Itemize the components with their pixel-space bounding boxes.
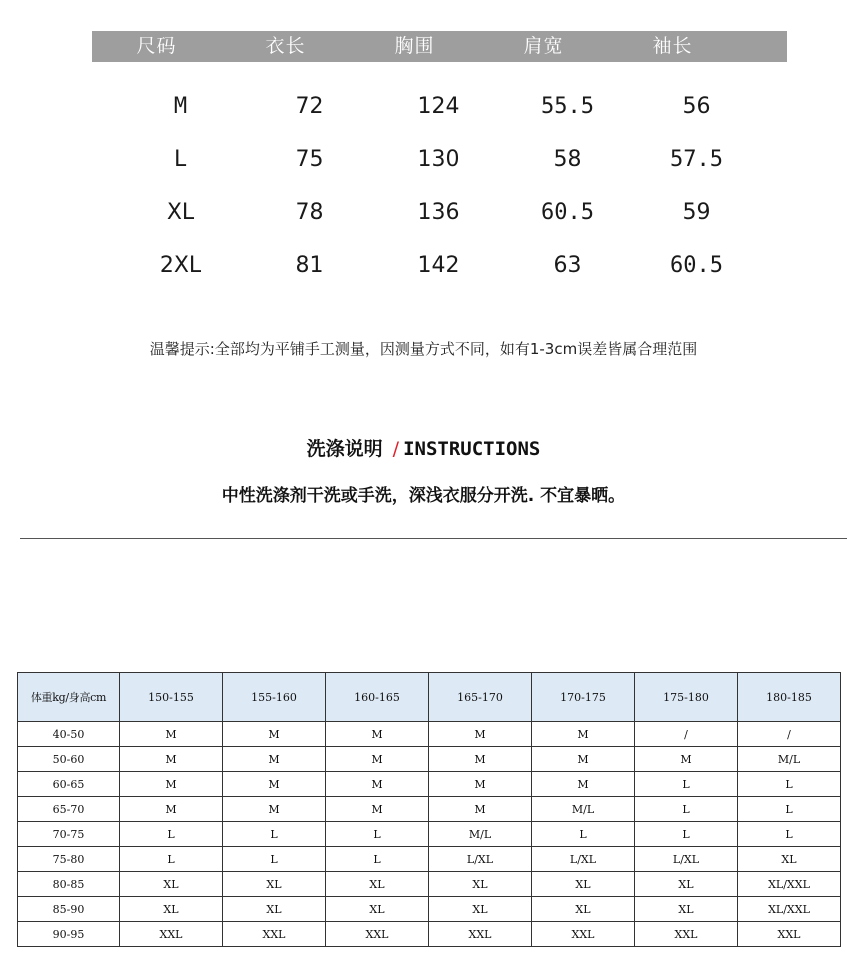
washing-title-cn: 洗涤说明 (306, 438, 383, 460)
grid-size-cell: XL (532, 872, 635, 897)
grid-size-cell: M (120, 747, 223, 772)
grid-size-cell: XL (223, 872, 326, 897)
grid-size-cell: M (635, 747, 738, 772)
grid-size-cell: M (120, 722, 223, 747)
grid-size-cell: XL (223, 897, 326, 922)
grid-size-cell: L (635, 772, 738, 797)
size-cell: 60.5 (670, 253, 723, 278)
size-cell: 58 (553, 147, 582, 172)
grid-size-cell: XXL (738, 922, 841, 947)
grid-size-cell: M (326, 772, 429, 797)
grid-weight-label: 75-80 (18, 847, 120, 872)
grid-size-cell: XL (532, 897, 635, 922)
grid-size-cell: M/L (429, 822, 532, 847)
size-cell: 136 (417, 200, 460, 225)
grid-size-cell: M/L (738, 747, 841, 772)
size-cell: 81 (295, 253, 324, 278)
size-cell: 59 (682, 200, 711, 225)
grid-size-cell: L (223, 847, 326, 872)
header-chest: 胸围 (394, 35, 435, 57)
grid-size-cell: M (223, 722, 326, 747)
grid-size-cell: M (223, 772, 326, 797)
grid-row (18, 847, 841, 872)
size-cell: 75 (295, 147, 324, 172)
grid-body (18, 722, 841, 947)
size-table-body (116, 80, 766, 292)
grid-size-cell: M (429, 747, 532, 772)
grid-weight-label: 80-85 (18, 872, 120, 897)
grid-weight-label: 85-90 (18, 897, 120, 922)
grid-size-cell: M (120, 797, 223, 822)
size-cell: 142 (417, 253, 460, 278)
grid-size-cell: XL (738, 847, 841, 872)
grid-size-cell: L (120, 847, 223, 872)
grid-size-cell: M (429, 722, 532, 747)
grid-size-cell: M (429, 772, 532, 797)
size-row (116, 186, 766, 239)
grid-size-cell: L (532, 822, 635, 847)
grid-size-cell: L (223, 822, 326, 847)
grid-height-header: 180-185 (738, 673, 841, 722)
grid-size-cell: XXL (532, 922, 635, 947)
size-cell: 130 (417, 147, 460, 172)
grid-size-cell: M (223, 747, 326, 772)
header-sleeve: 袖长 (652, 35, 693, 57)
grid-size-cell: M/L (532, 797, 635, 822)
grid-size-cell: XXL (120, 922, 223, 947)
grid-size-cell: / (635, 722, 738, 747)
header-shoulder: 肩宽 (523, 35, 564, 57)
grid-size-cell: XL (120, 872, 223, 897)
size-cell: 2XL (159, 253, 202, 278)
size-cell: XL (166, 200, 195, 225)
size-cell: 78 (295, 200, 324, 225)
grid-corner-label: 体重kg/身高cm (18, 673, 120, 722)
size-cell: L (173, 147, 188, 172)
grid-size-cell: M (120, 772, 223, 797)
size-cell: 56 (682, 94, 711, 119)
grid-size-cell: L (738, 797, 841, 822)
grid-header-row (18, 673, 841, 722)
grid-size-cell: L (120, 822, 223, 847)
grid-row (18, 722, 841, 747)
size-row (116, 133, 766, 186)
size-row (116, 239, 766, 292)
grid-size-cell: L/XL (532, 847, 635, 872)
grid-height-header: 160-165 (326, 673, 429, 722)
grid-size-cell: XL (326, 872, 429, 897)
grid-size-cell: L (635, 822, 738, 847)
grid-row (18, 872, 841, 897)
size-cell: 124 (417, 94, 460, 119)
grid-weight-label: 50-60 (18, 747, 120, 772)
grid-size-cell: XL (429, 897, 532, 922)
size-cell: 55.5 (541, 94, 594, 119)
size-cell: 57.5 (670, 147, 723, 172)
grid-row (18, 922, 841, 947)
grid-size-cell: L (326, 847, 429, 872)
grid-height-header: 150-155 (120, 673, 223, 722)
grid-row (18, 772, 841, 797)
size-cell: 72 (295, 94, 324, 119)
size-row (116, 80, 766, 133)
grid-size-cell: M (429, 797, 532, 822)
grid-size-cell: L (635, 797, 738, 822)
grid-size-cell: M (326, 722, 429, 747)
size-table-header (92, 31, 787, 62)
grid-size-cell: / (738, 722, 841, 747)
washing-title-en: INSTRUCTIONS (403, 438, 541, 460)
size-cell: M (173, 94, 188, 119)
grid-height-header: 155-160 (223, 673, 326, 722)
grid-row (18, 797, 841, 822)
grid-weight-label: 60-65 (18, 772, 120, 797)
grid-size-cell: M (532, 722, 635, 747)
size-cell: 60.5 (541, 200, 594, 225)
grid-row (18, 822, 841, 847)
washing-text: 中性洗涤剂干洗或手洗，深浅衣服分开洗. 不宜暴晒。 (221, 486, 626, 506)
measurement-tip: 温馨提示:全部均为平铺手工测量，因测量方式不同，如有1-3cm误差皆属合理范围 (149, 340, 698, 358)
grid-size-cell: M (326, 797, 429, 822)
grid-size-cell: XXL (635, 922, 738, 947)
grid-size-cell: M (223, 797, 326, 822)
grid-size-cell: L/XL (635, 847, 738, 872)
grid-weight-label: 40-50 (18, 722, 120, 747)
grid-size-cell: XL (635, 897, 738, 922)
divider (20, 538, 847, 539)
grid-size-cell: M (532, 772, 635, 797)
grid-size-cell: XXL (223, 922, 326, 947)
grid-size-cell: XXL (326, 922, 429, 947)
grid-row (18, 747, 841, 772)
grid-size-cell: M (532, 747, 635, 772)
grid-size-cell: L (326, 822, 429, 847)
grid-size-cell: L (738, 822, 841, 847)
grid-size-cell: XL (635, 872, 738, 897)
grid-height-header: 165-170 (429, 673, 532, 722)
header-size: 尺码 (136, 35, 177, 57)
grid-size-cell: XL/XXL (738, 897, 841, 922)
grid-row (18, 897, 841, 922)
grid-size-cell: XL (429, 872, 532, 897)
grid-size-cell: M (326, 747, 429, 772)
grid-size-cell: XL/XXL (738, 872, 841, 897)
size-cell: 63 (553, 253, 582, 278)
grid-size-cell: L/XL (429, 847, 532, 872)
grid-size-cell: XXL (429, 922, 532, 947)
washing-title-slash: / (392, 438, 400, 460)
grid-height-header: 170-175 (532, 673, 635, 722)
grid-weight-label: 70-75 (18, 822, 120, 847)
grid-size-cell: L (738, 772, 841, 797)
grid-weight-label: 65-70 (18, 797, 120, 822)
grid-size-cell: XL (120, 897, 223, 922)
header-length: 衣长 (265, 35, 306, 57)
grid-height-header: 175-180 (635, 673, 738, 722)
grid-size-cell: XL (326, 897, 429, 922)
washing-title (0, 434, 847, 461)
size-recommendation-grid (17, 672, 841, 947)
grid-weight-label: 90-95 (18, 922, 120, 947)
